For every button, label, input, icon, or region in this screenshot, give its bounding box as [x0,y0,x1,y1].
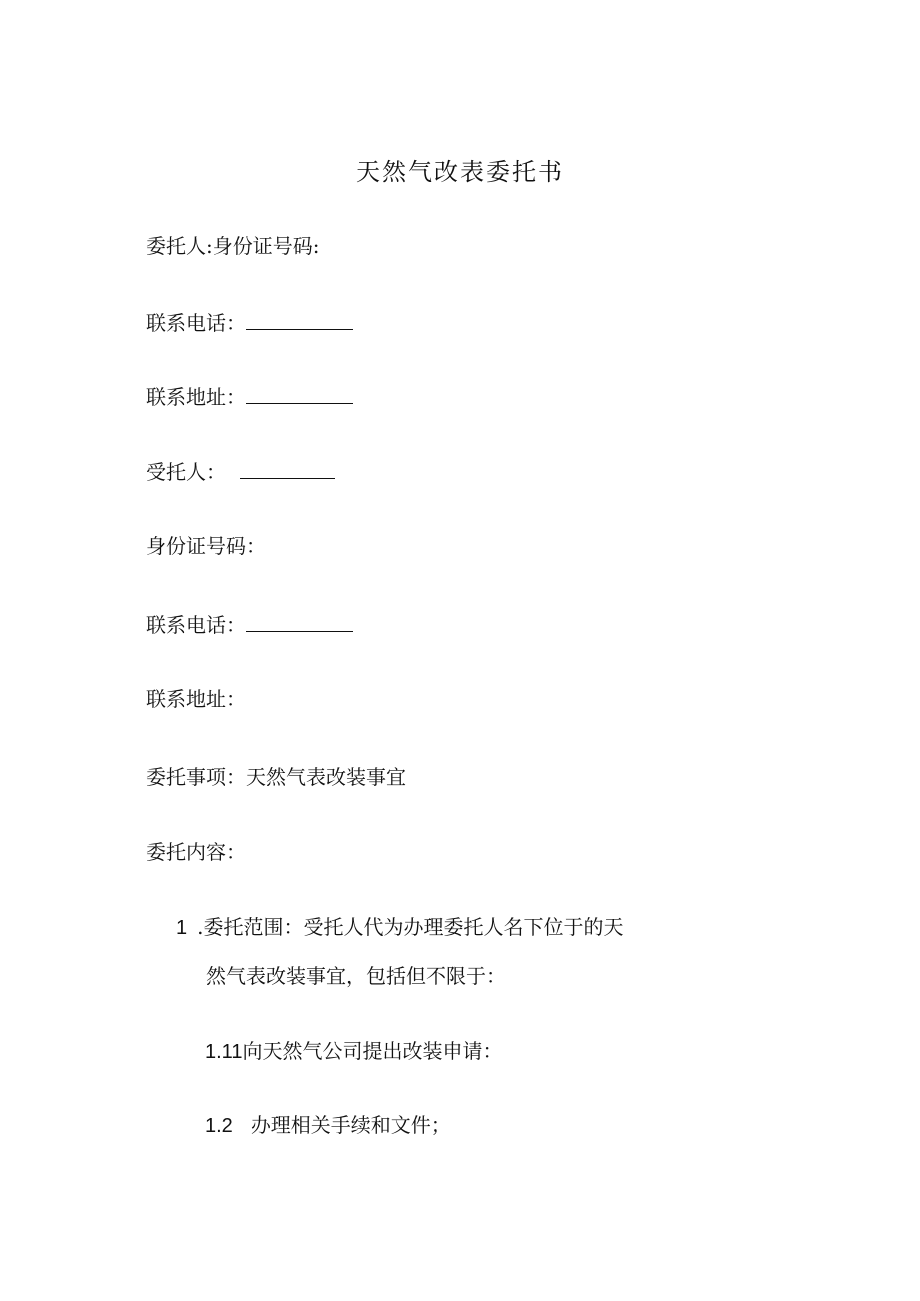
content-label: 委托内容： [146,840,246,864]
agent-phone-line [146,611,353,638]
principal-id-line [146,233,319,259]
agent-address-label: 联系地址： [146,687,246,711]
subitem-1-11 [205,1038,502,1065]
agent-phone-blank[interactable] [246,611,353,632]
agent-label: 受托人： [146,460,226,484]
principal-label: 委托人:身份证号码: [146,234,320,258]
agent-phone-label: 联系电话： [146,613,246,637]
subitem-1-2 [205,1112,451,1139]
agent-line [146,458,335,485]
item-1-number: 1 [176,917,188,939]
matter-line: 委托事项：天然气表改装事宜 [146,765,406,789]
principal-phone-label: 联系电话： [146,311,246,335]
document-title: 天然气改表委托书 [356,158,564,186]
subitem-1-2-number: 1.2 [205,1115,233,1137]
item-1-text: .委托范围：受托人代为办理委托人名下位于的天 [197,915,624,939]
principal-phone-line [146,309,353,336]
agent-address-line [146,686,246,712]
subitem-1-11-text: 向天然气公司提出改装申请： [242,1039,503,1063]
principal-phone-blank[interactable] [246,309,353,330]
principal-address-line [146,383,353,410]
subitem-1-11-number: 1.11 [205,1041,243,1063]
item-1-line1 [176,914,623,941]
agent-blank[interactable] [240,458,335,479]
agent-id-line [146,533,266,559]
agent-id-label: 身份证号码： [146,534,266,558]
subitem-1-2-text: 办理相关手续和文件； [250,1113,451,1137]
principal-address-label: 联系地址： [146,385,246,409]
principal-address-blank[interactable] [246,383,353,404]
item-1-line2: 然气表改装事宜，包括但不限于： [206,964,506,988]
